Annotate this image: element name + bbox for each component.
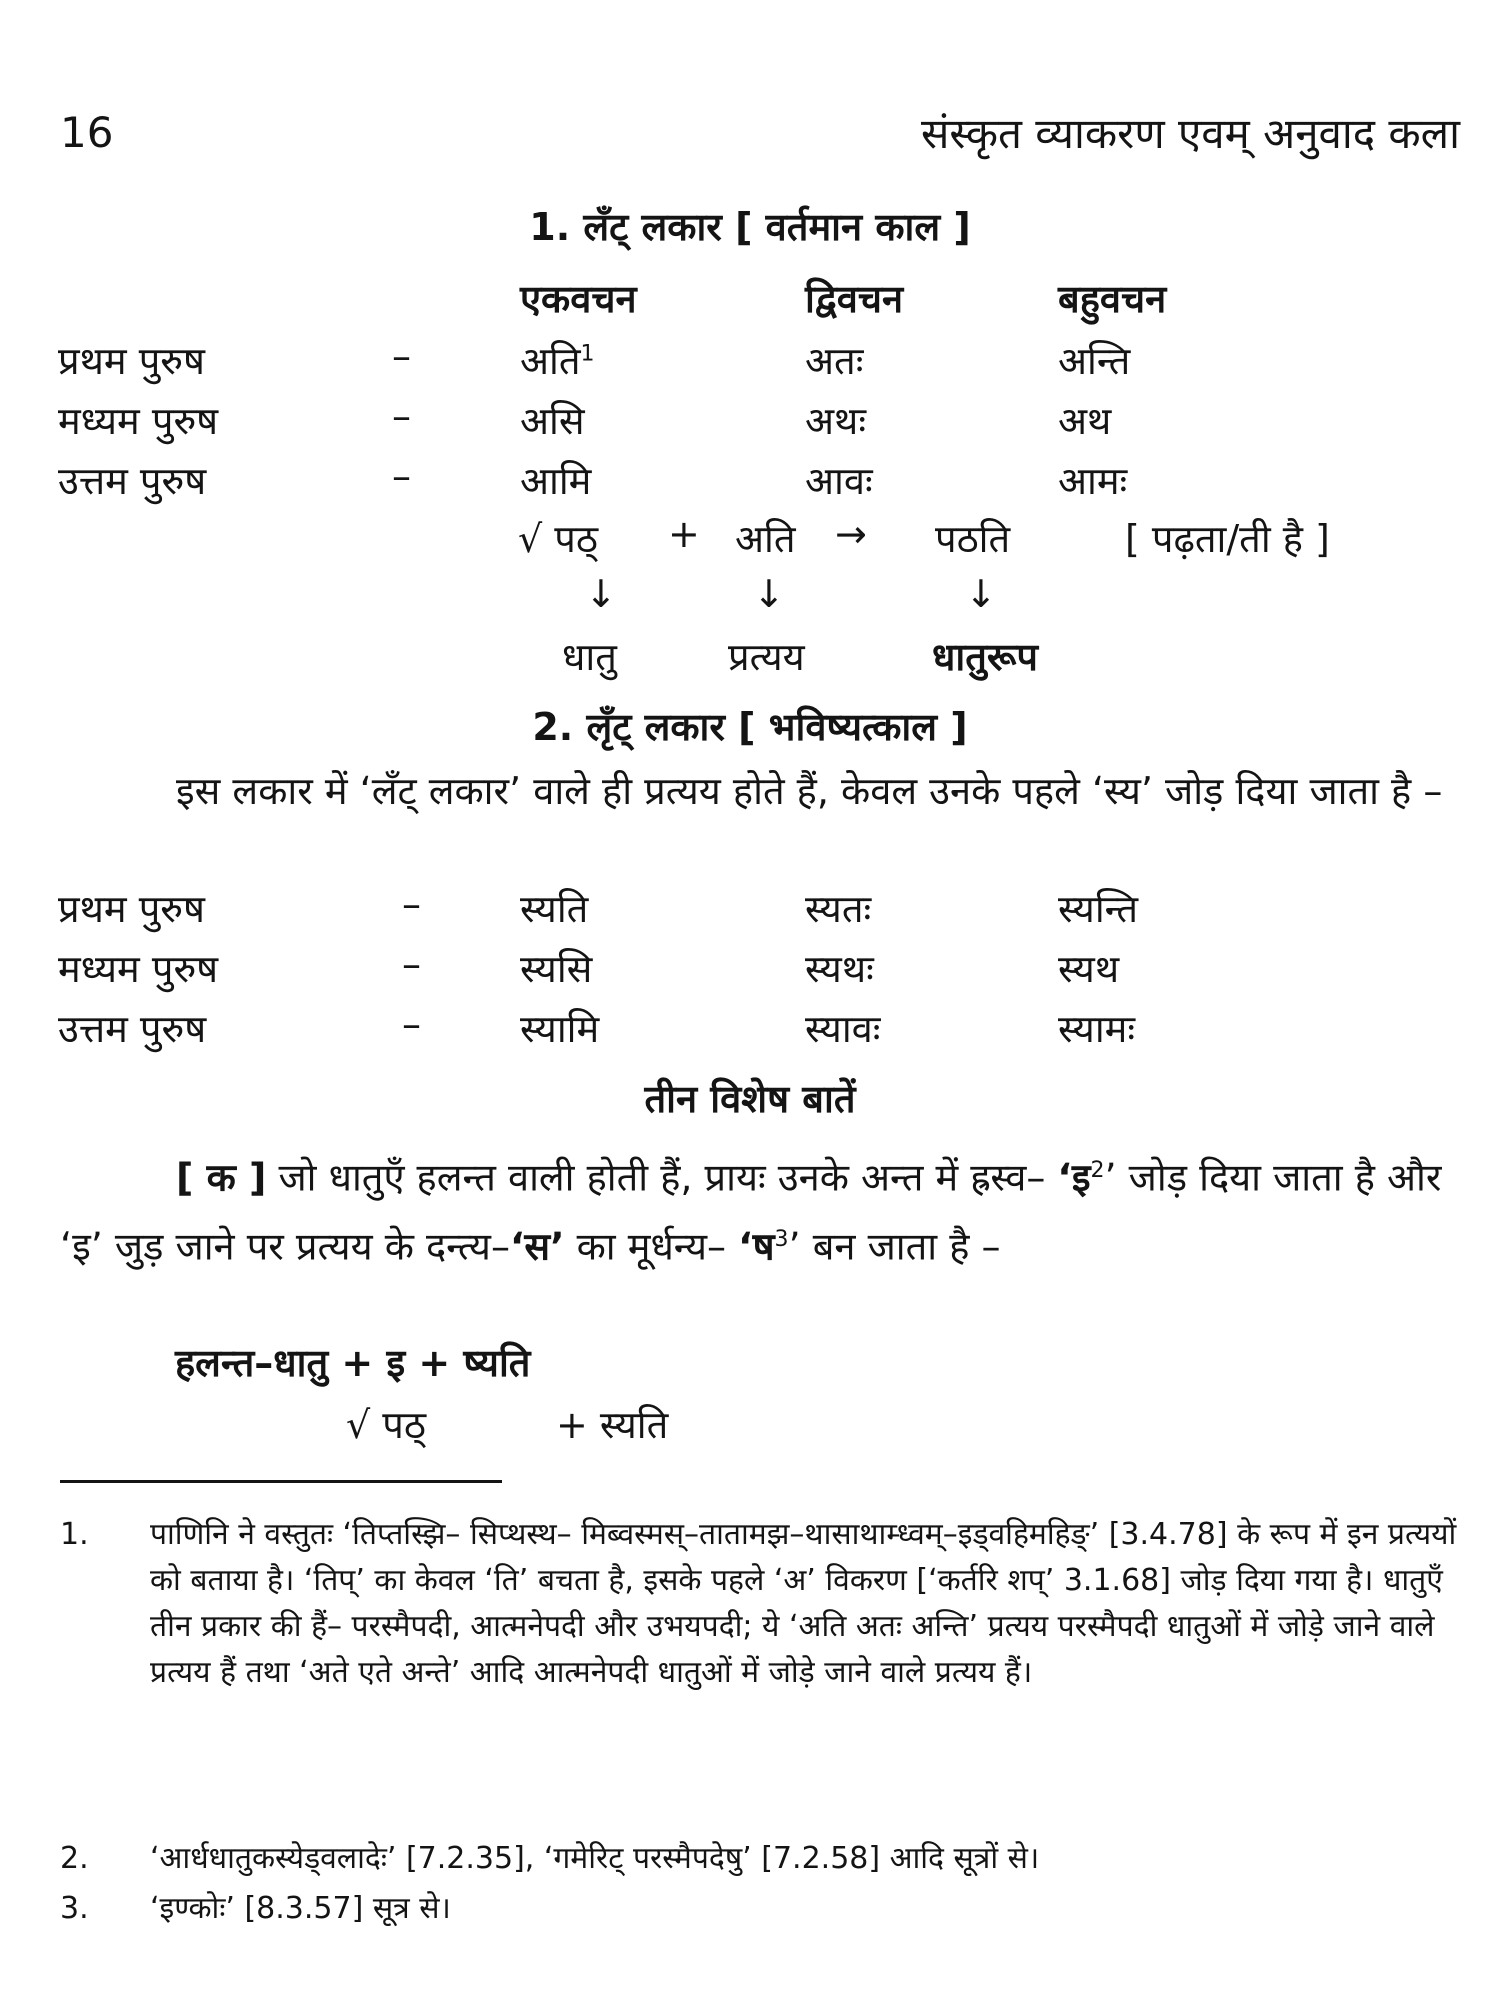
person-label: प्रथम पुरुष: [58, 887, 205, 931]
dual-form: स्यथः: [805, 947, 874, 991]
page-number: 16: [60, 108, 114, 157]
plural-form: स्यामः: [1058, 1007, 1136, 1051]
header-plural: बहुवचन: [1058, 277, 1167, 321]
singular-form: आमि: [520, 459, 592, 503]
section3-title: तीन विशेष बातें: [644, 1077, 856, 1121]
section2-title: 2. लृँट् लकार [ भविष्यत्काल ]: [532, 705, 968, 749]
dual-form: स्यावः: [805, 1007, 881, 1051]
singular-form: स्यसि: [520, 947, 593, 991]
dash: –: [402, 942, 421, 986]
label-form: धातुरूप: [932, 635, 1038, 679]
footnote-3: 3. ‘इण्कोः’ [8.3.57] सूत्र से।: [60, 1891, 451, 1926]
number-header-row: [0, 272, 1500, 332]
lat-row-middle-person: [0, 394, 1500, 454]
section3-point-a: [ क ] जो धातुएँ हलन्त वाली होती हैं, प्रायः उनके अन्त में ह्रस्व– ‘इ$^2$’ जोड़ दिया जाता है और ‘इ’ जुड़ जाने पर प्रत्यय के दन्त्य–‘स’ का मूर्धन्य– ‘ष$^3$’ बन जाता है –: [60, 1155, 1442, 1269]
down-arrow-icon: ↓: [753, 572, 785, 616]
example-root: √ पठ्: [518, 517, 598, 561]
dash: –: [402, 882, 421, 926]
dash: –: [392, 454, 411, 498]
label-suffix: प्रत्यय: [728, 635, 805, 679]
lat-row-first-person: [0, 334, 1500, 394]
person-label: उत्तम पुरुष: [58, 459, 207, 503]
example-arrows-row: [0, 572, 1500, 632]
plural-form: अन्ति: [1058, 339, 1131, 383]
person-label: मध्यम पुरुष: [58, 947, 219, 991]
formula-example-suffix: + स्यति: [556, 1403, 669, 1447]
footnote-1: 1. पाणिनि ने वस्तुतः ‘तिप्तस्झि– सिप्थस्थ– मिब्वस्मस्–तातामझ–थासाथाम्ध्वम्–इड्वहिमहिङ्’ [3.4.78] के रूप में इन प्रत्ययों को बताया है। ‘तिप्’ का केवल ‘ति’ बचता है, इसके पहले ‘अ’ विकरण [‘कर्तरि शप्’ 3.1.68] जोड़ दिया गया है। धातुएँ तीन प्रकार की हैं– परस्मैपदी, आत्मनेपदी और उभयपदी; ये ‘अति अतः अन्ति’ प्रत्यय परस्मैपदी धातुओं में जोड़े जाने वाले प्रत्यय हैं तथा ‘अते एते अन्ते’ आदि आत्मनेपदी धातुओं में जोड़े जाने वाले प्रत्यय हैं।: [60, 1517, 1457, 1690]
running-title: संस्कृत व्याकरण एवम् अनुवाद कला: [921, 109, 1460, 158]
down-arrow-icon: ↓: [585, 572, 617, 616]
lrt-row-first-person: [0, 882, 1500, 942]
plural-form: स्यन्ति: [1058, 887, 1139, 931]
example-labels-row: [0, 630, 1500, 690]
singular-form: स्यामि: [520, 1007, 600, 1051]
footnote-divider: [60, 1480, 502, 1483]
person-label: उत्तम पुरुष: [58, 1007, 207, 1051]
singular-form: असि: [520, 399, 585, 443]
singular-form: अति$^1$: [520, 339, 595, 383]
section2-intro: इस लकार में ‘लँट् लकार’ वाले ही प्रत्यय होते हैं, केवल उनके पहले ‘स्य’ जोड़ दिया जाता है –: [176, 769, 1443, 813]
dash: –: [392, 334, 411, 378]
example-arrow: →: [835, 512, 867, 556]
formula: हलन्त–धातु + इ + ष्यति: [175, 1341, 531, 1385]
formula-example-root: √ पठ्: [346, 1403, 426, 1447]
dash: –: [402, 1002, 421, 1046]
down-arrow-icon: ↓: [965, 572, 997, 616]
section1-title: 1. लँट् लकार [ वर्तमान काल ]: [529, 205, 971, 249]
example-plus: +: [668, 512, 700, 556]
header-singular: एकवचन: [520, 277, 637, 321]
dual-form: अथः: [805, 399, 866, 443]
plural-form: स्यथ: [1058, 947, 1120, 991]
lat-row-uttama-person: [0, 454, 1500, 514]
example-meaning: [ पढ़ता/ती है ]: [1125, 517, 1330, 561]
singular-form: स्यति: [520, 887, 589, 931]
person-label: प्रथम पुरुष: [58, 339, 205, 383]
footnote-ref-1: 1: [580, 341, 595, 367]
dual-form: स्यतः: [805, 887, 872, 931]
footnote-2: 2. ‘आर्धधातुकस्येड्वलादेः’ [7.2.35], ‘गमेरिट् परस्मैपदेषु’ [7.2.58] आदि सूत्रों से।: [60, 1841, 1040, 1876]
example-result: पठति: [935, 517, 1011, 561]
person-label: मध्यम पुरुष: [58, 399, 219, 443]
dual-form: अतः: [805, 339, 864, 383]
lrt-row-uttama-person: [0, 1002, 1500, 1062]
label-root: धातु: [562, 635, 617, 679]
example-derivation-row: [0, 512, 1500, 572]
header-dual: द्विवचन: [805, 277, 904, 321]
plural-form: अथ: [1058, 399, 1112, 443]
dash: –: [392, 394, 411, 438]
example-suffix: अति: [735, 517, 796, 561]
lrt-row-middle-person: [0, 942, 1500, 1002]
plural-form: आमः: [1058, 459, 1128, 503]
dual-form: आवः: [805, 459, 873, 503]
